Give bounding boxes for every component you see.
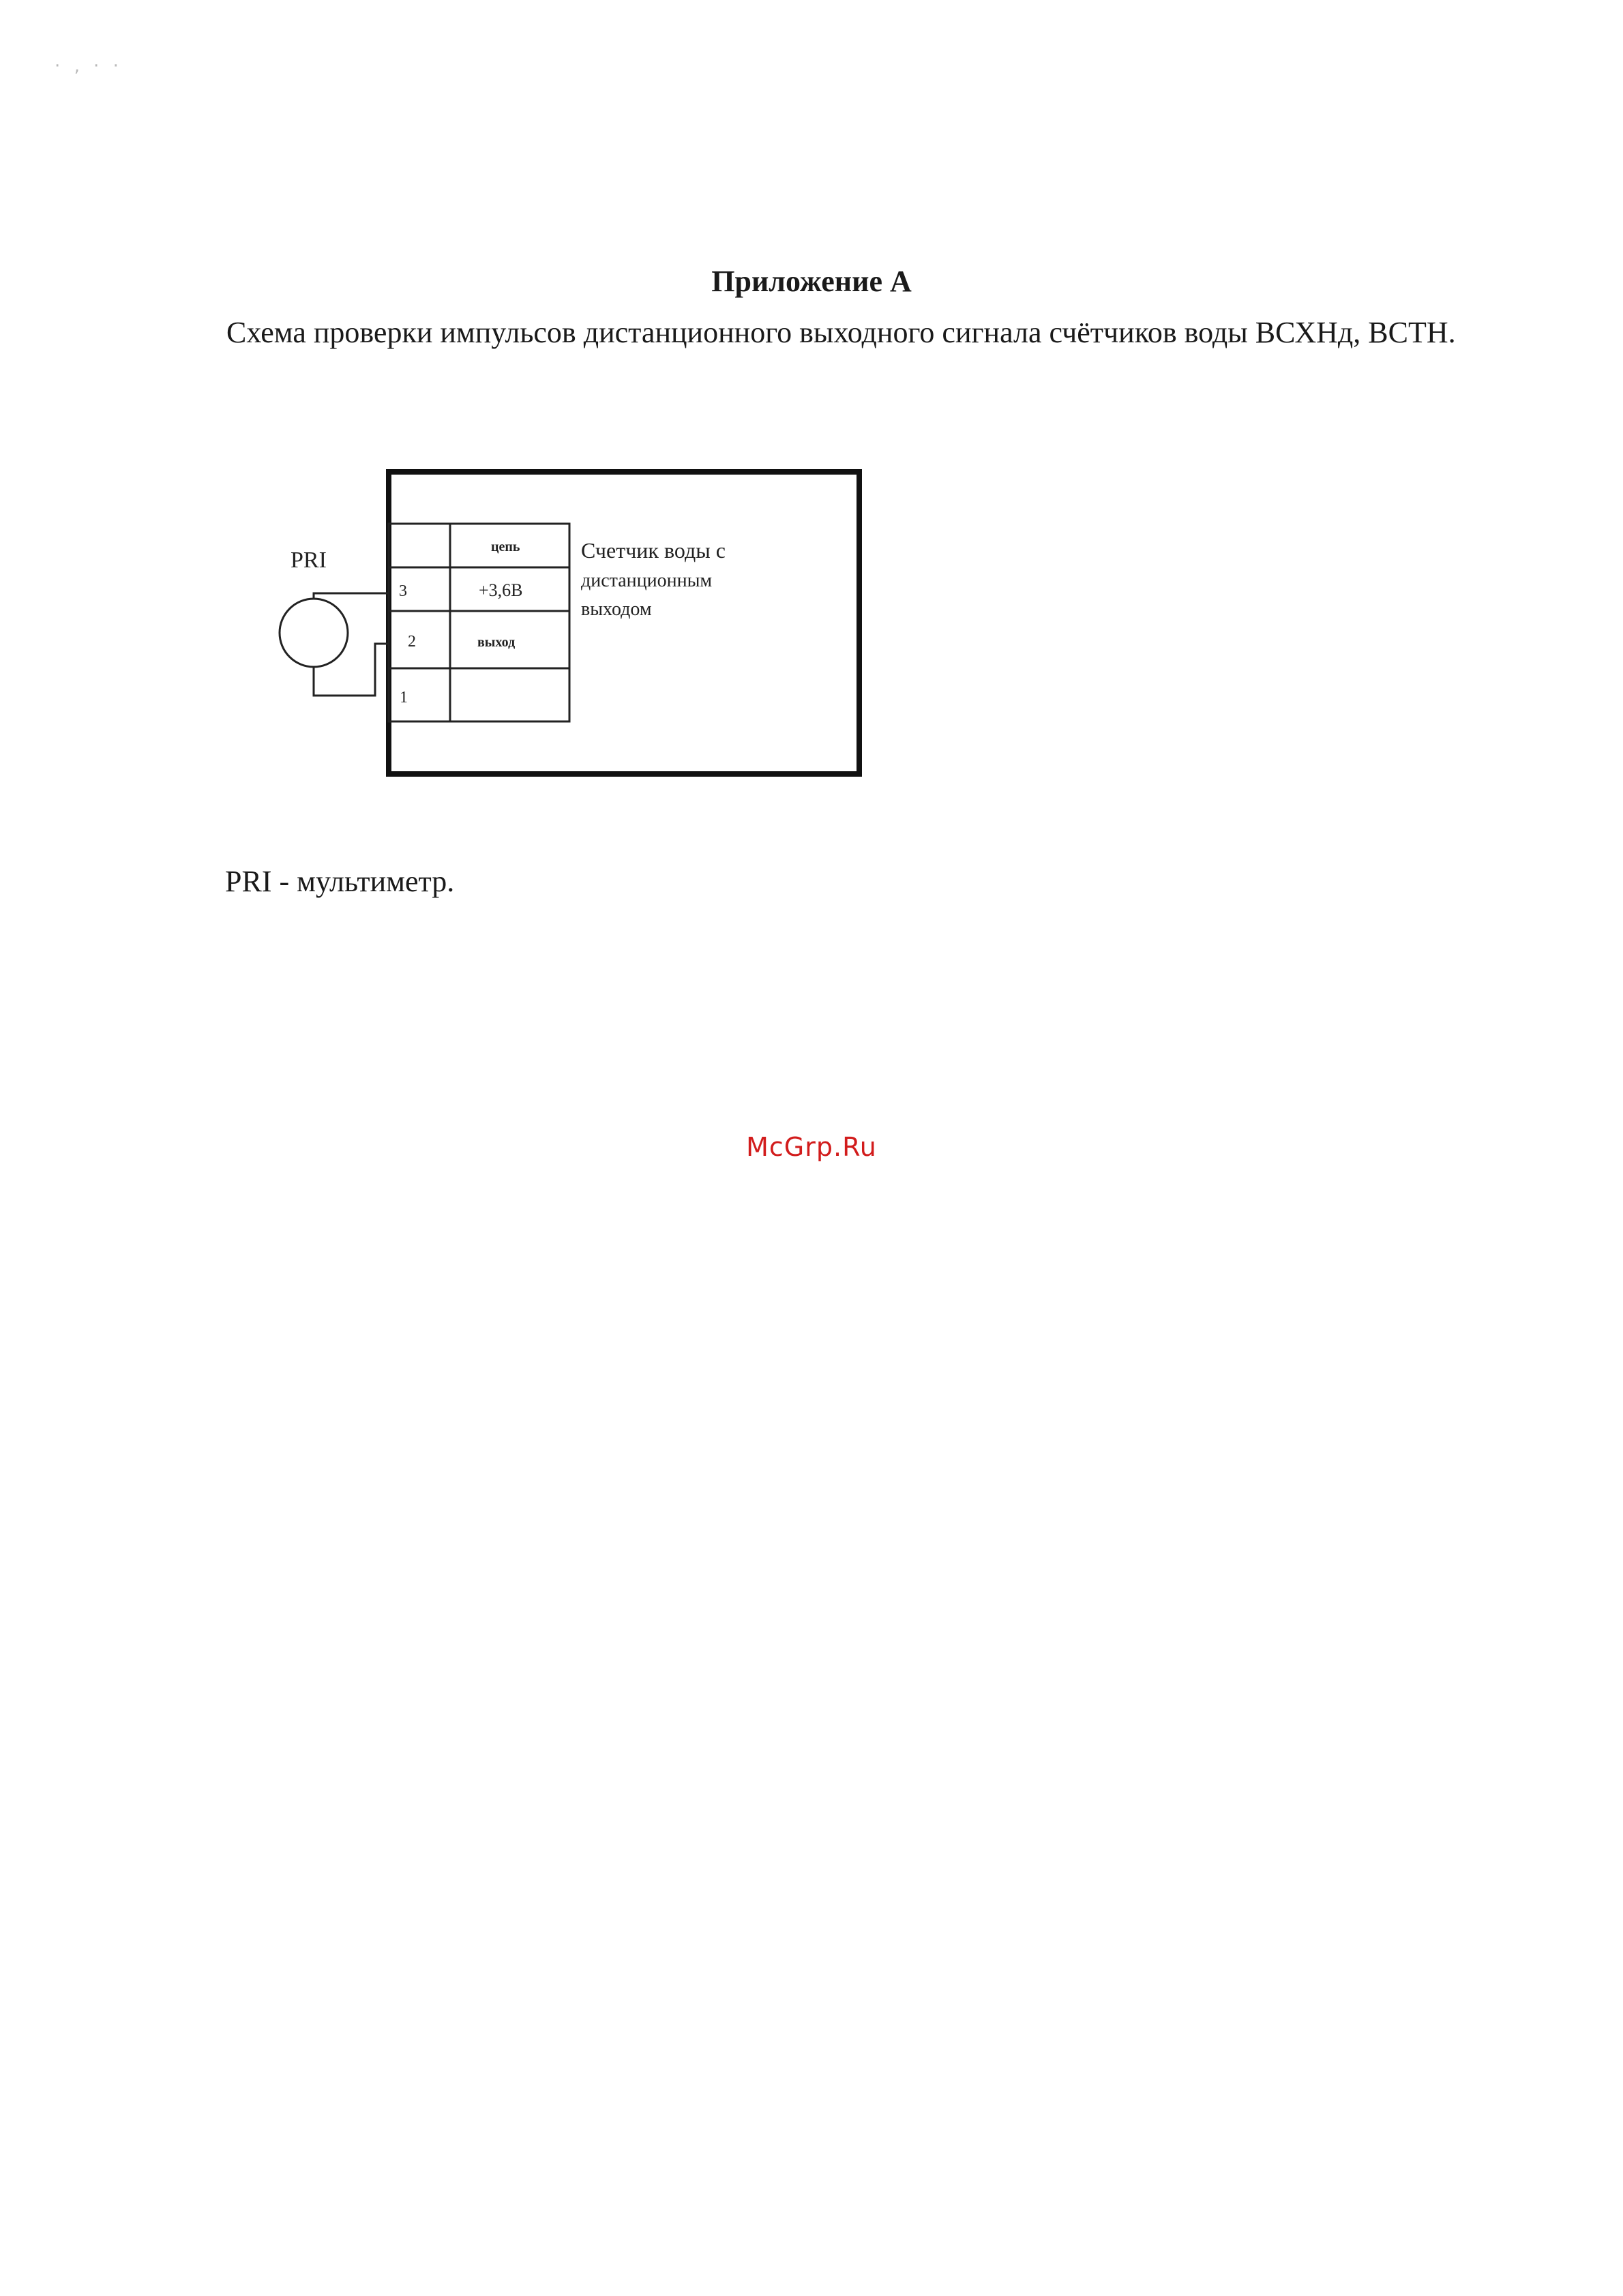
wire-to-terminal-3 <box>314 593 389 599</box>
device-label-line-3: выходом <box>581 599 652 620</box>
terminal-3-signal: +3,6В <box>479 580 523 600</box>
page-title: Приложение А <box>711 265 912 298</box>
legend-text: PRI - мультиметр. <box>225 865 455 898</box>
device-label-line-2: дистанционным <box>581 570 713 591</box>
scan-artifact: · ‚ · · <box>55 56 123 76</box>
terminal-1-number: 1 <box>400 689 408 706</box>
wiring-diagram <box>266 464 880 791</box>
multimeter-label: PRI <box>291 548 327 573</box>
terminal-3-number: 3 <box>399 582 407 600</box>
terminal-block <box>389 524 569 721</box>
terminal-2-signal: выход <box>477 635 516 650</box>
watermark: McGrp.Ru <box>746 1132 877 1162</box>
wire-to-terminal-2 <box>314 644 389 696</box>
multimeter-symbol <box>280 599 348 667</box>
meter-device-box <box>389 472 859 774</box>
intro-paragraph: Схема проверки импульсов дистанционного выходного сигнала счётчиков воды ВСХНд, ВСТН. <box>226 316 1456 349</box>
terminal-2-number: 2 <box>408 633 416 651</box>
device-label-line-1: Счетчик воды с <box>581 538 726 563</box>
terminal-header: цепь <box>491 539 520 554</box>
